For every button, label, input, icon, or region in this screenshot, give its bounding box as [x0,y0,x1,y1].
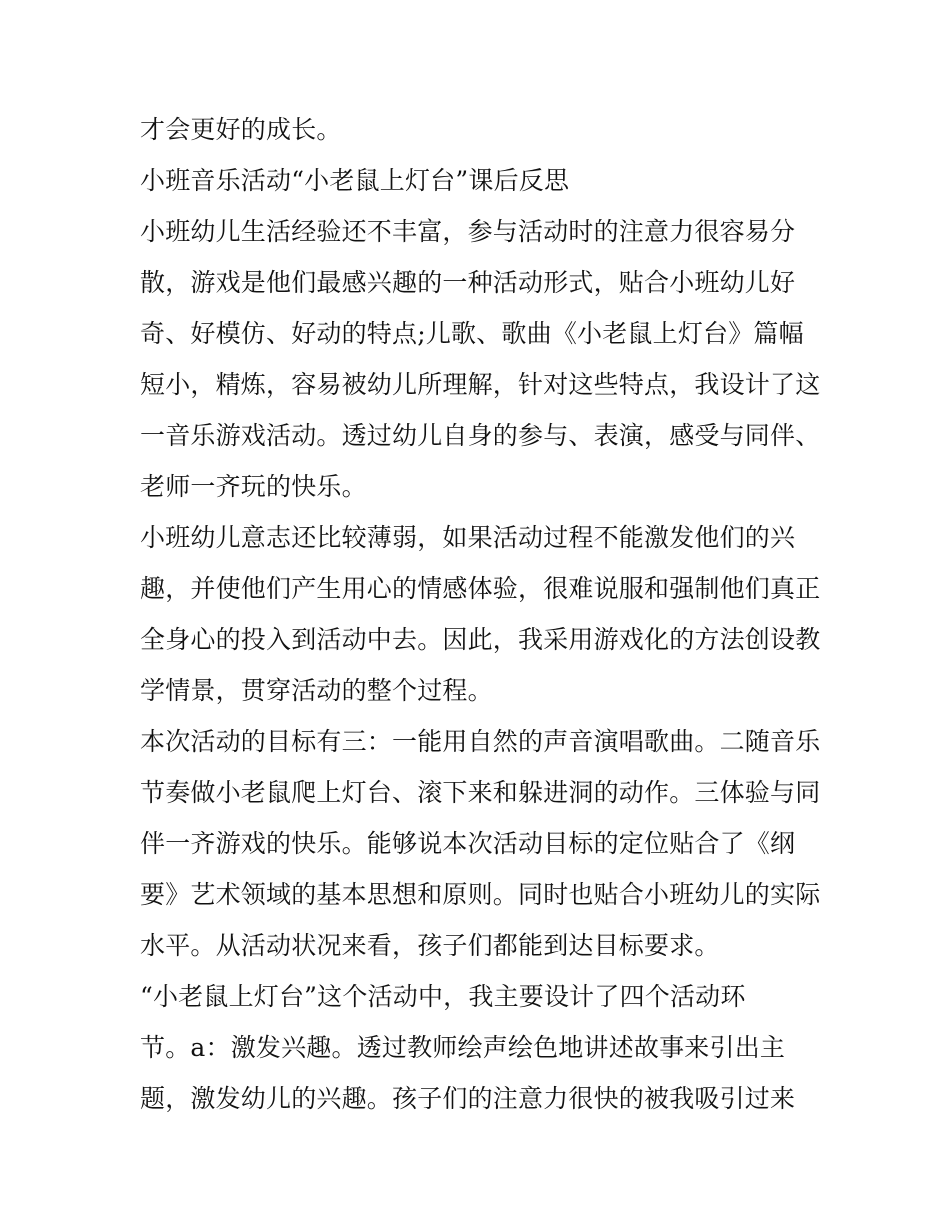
text-line: 本次活动的目标有三：一能用自然的声音演唱歌曲。二随音乐 [140,727,821,756]
text-line: 伴一齐游戏的快乐。能够说本次活动目标的定位贴合了《纲 [140,829,796,858]
text-line: 全身心的投入到活动中去。因此，我采用游戏化的方法创设教 [140,625,821,654]
text-line: 散，游戏是他们最感兴趣的一种活动形式，贴合小班幼儿好 [140,268,796,297]
text-line: 一音乐游戏活动。透过幼儿自身的参与、表演，感受与同伴、 [140,421,821,450]
text-line: 趣，并使他们产生用心的情感体验，很难说服和强制他们真正 [140,574,821,603]
text-line: 要》艺术领域的基本思想和原则。同时也贴合小班幼儿的实际 [140,880,821,909]
text-line: 小班幼儿生活经验还不丰富，参与活动时的注意力很容易分 [140,217,796,246]
text-line: “小老鼠上灯台”这个活动中，我主要设计了四个活动环 [140,982,746,1011]
text-line: 题，激发幼儿的兴趣。孩子们的注意力很快的被我吸引过来 [140,1084,796,1113]
section-heading: 小班音乐活动“小老鼠上灯台”课后反思 [140,166,570,195]
text-line: 老师一齐玩的快乐。 [140,472,367,501]
text-line: 才会更好的成长。 [140,115,342,144]
text-line: 节奏做小老鼠爬上灯台、滚下来和躲进洞的动作。三体验与同 [140,778,821,807]
text-line: 水平。从活动状况来看，孩子们都能到达目标要求。 [140,931,720,960]
text-line: 短小，精炼，容易被幼儿所理解，针对这些特点，我设计了这 [140,370,821,399]
text-line: 学情景，贯穿活动的整个过程。 [140,676,493,705]
text-line: 小班幼儿意志还比较薄弱，如果活动过程不能激发他们的兴 [140,523,796,552]
text-line: 奇、好模仿、好动的特点;儿歌、歌曲《小老鼠上灯台》篇幅 [140,319,804,348]
text-line: 节。a：激发兴趣。透过教师绘声绘色地讲述故事来引出主 [140,1033,786,1062]
